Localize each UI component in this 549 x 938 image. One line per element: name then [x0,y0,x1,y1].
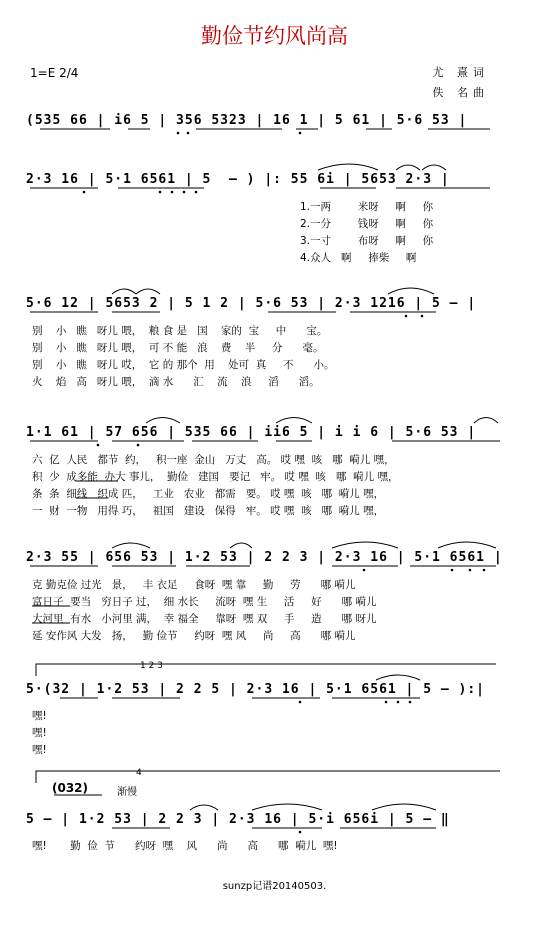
music-line-3: 5·6 12 | 5653 2 | 5 1 2 | 5·6 53 | 2·3 1216 | 5 – | [26,296,477,311]
music-line-4: 1·1 61 | 57 656 | 535 66 | ii6 5 | i i 6 | 5·6 53 | [26,425,477,440]
tempo-mark: 渐慢 [117,787,137,798]
lyrics-line: 别 小 瞧 呀儿 喂， 粮 食 是 国 家的 宝 中 宝。 [32,325,328,337]
coda-lyrics: 嘿! 勤 俭 节 约呀 嘿 风 尚 高 哪 嗬儿 嘿! [32,840,338,852]
lyrics-line: 嘿! [32,727,47,739]
music-line-7: 5 – | 1·2 53 | 2 2 3 | 2·3 16 | 5·i 656i | 5 – ‖ [26,812,450,827]
key-signature: 1=E 2/4 [30,66,79,80]
lyrics-line: 条 条 细线 织成 匹， 工业 农业 都需 要。 哎 嘿 咳 哪 嗬儿 嘿， [32,488,385,500]
coda-intro-notes: (032) [52,781,89,795]
verse-intro-4: 4.众人 啊 捧柴 啊 [300,252,417,264]
transcriber-note: sunzp记谱20140503. [222,881,327,892]
lyrics-line: 火 焰 高 呀儿 喂， 滴 水 汇 流 浪 滔 滔。 [32,376,320,388]
lyrics-line: 别 小 瞧 呀儿 哎， 它 的 那个 用 处可 真 不 小。 [32,359,335,371]
verse-intro-2: 2.一分 钱呀 啊 你 [300,218,434,230]
music-line-6: 5·(32 | 1·2 53 | 2 2 5 | 2·3 16 | 5·1 6561 | 5 – ):| [26,682,485,697]
music-line-2: 2·3 16 | 5·1 6561 | 5 – ) |: 55 6i | 5653 2·3 | [26,172,450,187]
lyricist-credit: 尤 熹词 [432,66,489,79]
verse-intro-1: 1.一两 米呀 啊 你 [300,201,434,213]
lyrics-line: 克 勤克俭 过光 景， 丰 衣足 食呀 嘿 靠 勤 劳 哪 嗬儿 [32,579,356,591]
lyrics-line: 大河里 有水 小河里 满， 幸 福全 靠呀 嘿 双 手 造 哪 呀儿 [32,613,377,625]
lyrics-line: 一 财 一物 用得 巧， 祖国 建设 保得 牢。 哎 嘿 咳 哪 嗬儿 嘿， [32,505,385,517]
lyrics-line: 六 亿 人民 都节 约， 积一座 金山 万丈 高。 哎 嘿 咳 哪 嗬儿 嘿， [32,454,395,466]
lyrics-line: 富日子 要当 穷日子 过， 细 水长 流呀 嘿 生 活 好 哪 嗬儿 [32,596,377,608]
volta-label-123: 1 2 3 [140,661,163,671]
music-line-1: (535 66 | i6 5 | 356 5323 | 16 1 | 5 61 | 5·6 53 | [26,113,468,128]
lyrics-line: 积 少 成多能 办大 事儿， 勤俭 建国 要记 牢。 哎 嘿 咳 哪 嗬儿 嘿， [32,471,399,483]
lyrics-line: 嘿! [32,710,47,722]
volta-label-4: 4 [136,768,142,778]
lyrics-line: 嘿! [32,744,47,756]
music-line-5: 2·3 55 | 656 53 | 1·2 53 | 2 2 3 | 2·3 16 | 5·1 6561 | [26,550,503,565]
verse-intro-3: 3.一寸 布呀 啊 你 [300,235,434,247]
song-title: 勤俭节约风尚高 [201,24,348,48]
composer-credit: 佚 名曲 [432,86,489,99]
lyrics-line: 延 安作风 大发 扬， 勤 俭节 约呀 嘿 风 尚 高 哪 嗬儿 [32,630,356,642]
lyrics-line: 别 小 瞧 呀儿 喂， 可 不 能 浪 费 半 分 毫。 [32,342,324,354]
